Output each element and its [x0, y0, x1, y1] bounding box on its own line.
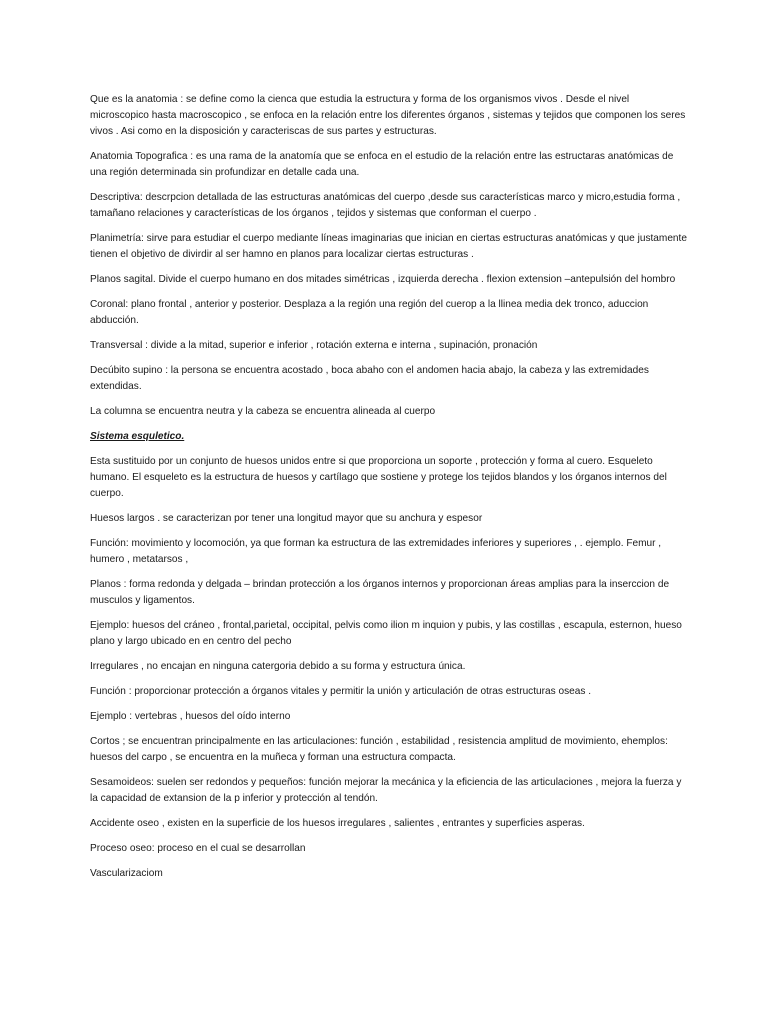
- paragraph: Planos sagital. Divide el cuerpo humano en dos mitades simétricas , izquierda derecha . flexion extension –antepulsión del hombro: [90, 274, 676, 285]
- paragraph: Coronal: plano frontal , anterior y posterior. Desplaza a la región una región del cuerop a la llinea media dek tronco, aduccion abducción.: [90, 299, 649, 326]
- paragraph: Planos : forma redonda y delgada – brindan protección a los órganos internos y proporcionan áreas amplias para la inserccion de musculos y ligamentos.: [90, 579, 670, 606]
- paragraph: Anatomia Topografica : es una rama de la anatomía que se enfoca en el estudio de la relación entre las estructaras anatómicas de una región determinada sin profundizar en detalle cada una.: [90, 151, 674, 178]
- paragraph: Ejemplo: huesos del cráneo , frontal,parietal, occipital, pelvis como ilion m inquion y pubis, y las costillas , escapula, esternon, hueso plano y largo ubicado en en centro del pecho: [90, 620, 682, 647]
- paragraph: Sesamoideos: suelen ser redondos y pequeños: función mejorar la mecánica y la eficiencia de las articulaciones , mejora la fuerza y la capacidad de extansion de la p inferior y protección al tendón.: [90, 777, 682, 804]
- paragraph: Cortos ; se encuentran principalmente en las articulaciones: función , estabilidad , resistencia amplitud de movimiento, ehemplos: huesos del carpo , se encuentra en la muñeca y forman una estructura compacta.: [90, 736, 668, 763]
- document-body: [90, 92, 690, 891]
- paragraph: Ejemplo : vertebras , huesos del oído interno: [90, 711, 291, 722]
- paragraph: Huesos largos . se caracterizan por tener una longitud mayor que su anchura y espesor: [90, 513, 483, 524]
- paragraph: Irregulares , no encajan en ninguna catergoria debido a su forma y estructura única.: [90, 661, 466, 672]
- paragraph: Función : proporcionar protección a órganos vitales y permitir la unión y articulación de otras estructuras oseas .: [90, 686, 592, 697]
- paragraph: Descriptiva: descrpcion detallada de las estructuras anatómicas del cuerpo ,desde sus características marco y micro,estudia forma , tamañano relaciones y características de los órganos , tejidos y sistemas que conforman el cuerpo .: [90, 192, 681, 219]
- paragraph: Transversal : divide a la mitad, superior e inferior , rotación externa e interna , supinación, pronación: [90, 340, 538, 351]
- paragraph: Planimetría: sirve para estudiar el cuerpo mediante líneas imaginarias que inician en ciertas estructuras anatómicas y que justamente tienen el objetivo de divirdir al ser hamno en planos para localizar ciertas estructuras .: [90, 233, 687, 260]
- paragraph: Esta sustituido por un conjunto de huesos unidos entre si que proporciona un soporte , protección y forma al cuero. Esqueleto humano. El esqueleto es la estructura de huesos y cartílago que sostiene y protege los tejidos blandos y los órganos internos del cuerpo.: [90, 456, 667, 499]
- paragraph: Accidente oseo , existen en la superficie de los huesos irregulares , salientes , entrantes y superficies asperas.: [90, 818, 585, 829]
- paragraph: Que es la anatomia : se define como la cienca que estudia la estructura y forma de los organismos vivos . Desde el nivel microscopico hasta macroscopico , se enfoca en la relación entre los diferentes órganos , sistemas y tejidos que componen los seres vivos . Asi como en la disposición y caracteriscas de sus partes y estructuras.: [90, 94, 686, 137]
- paragraph: La columna se encuentra neutra y la cabeza se encuentra alineada al cuerpo: [90, 406, 436, 417]
- paragraph: Vascularizaciom: [90, 868, 163, 879]
- paragraph: Proceso oseo: proceso en el cual se desarrollan: [90, 843, 306, 854]
- paragraph: Decúbito supino : la persona se encuentra acostado , boca abaho con el andomen hacia abajo, la cabeza y las extremidades extendidas.: [90, 365, 649, 392]
- section-heading: Sistema esquletico.: [90, 431, 185, 442]
- paragraph: Función: movimiento y locomoción, ya que forman ka estructura de las extremidades inferiores y superiores , . ejemplo. Femur , humero , metatarsos ,: [90, 538, 662, 565]
